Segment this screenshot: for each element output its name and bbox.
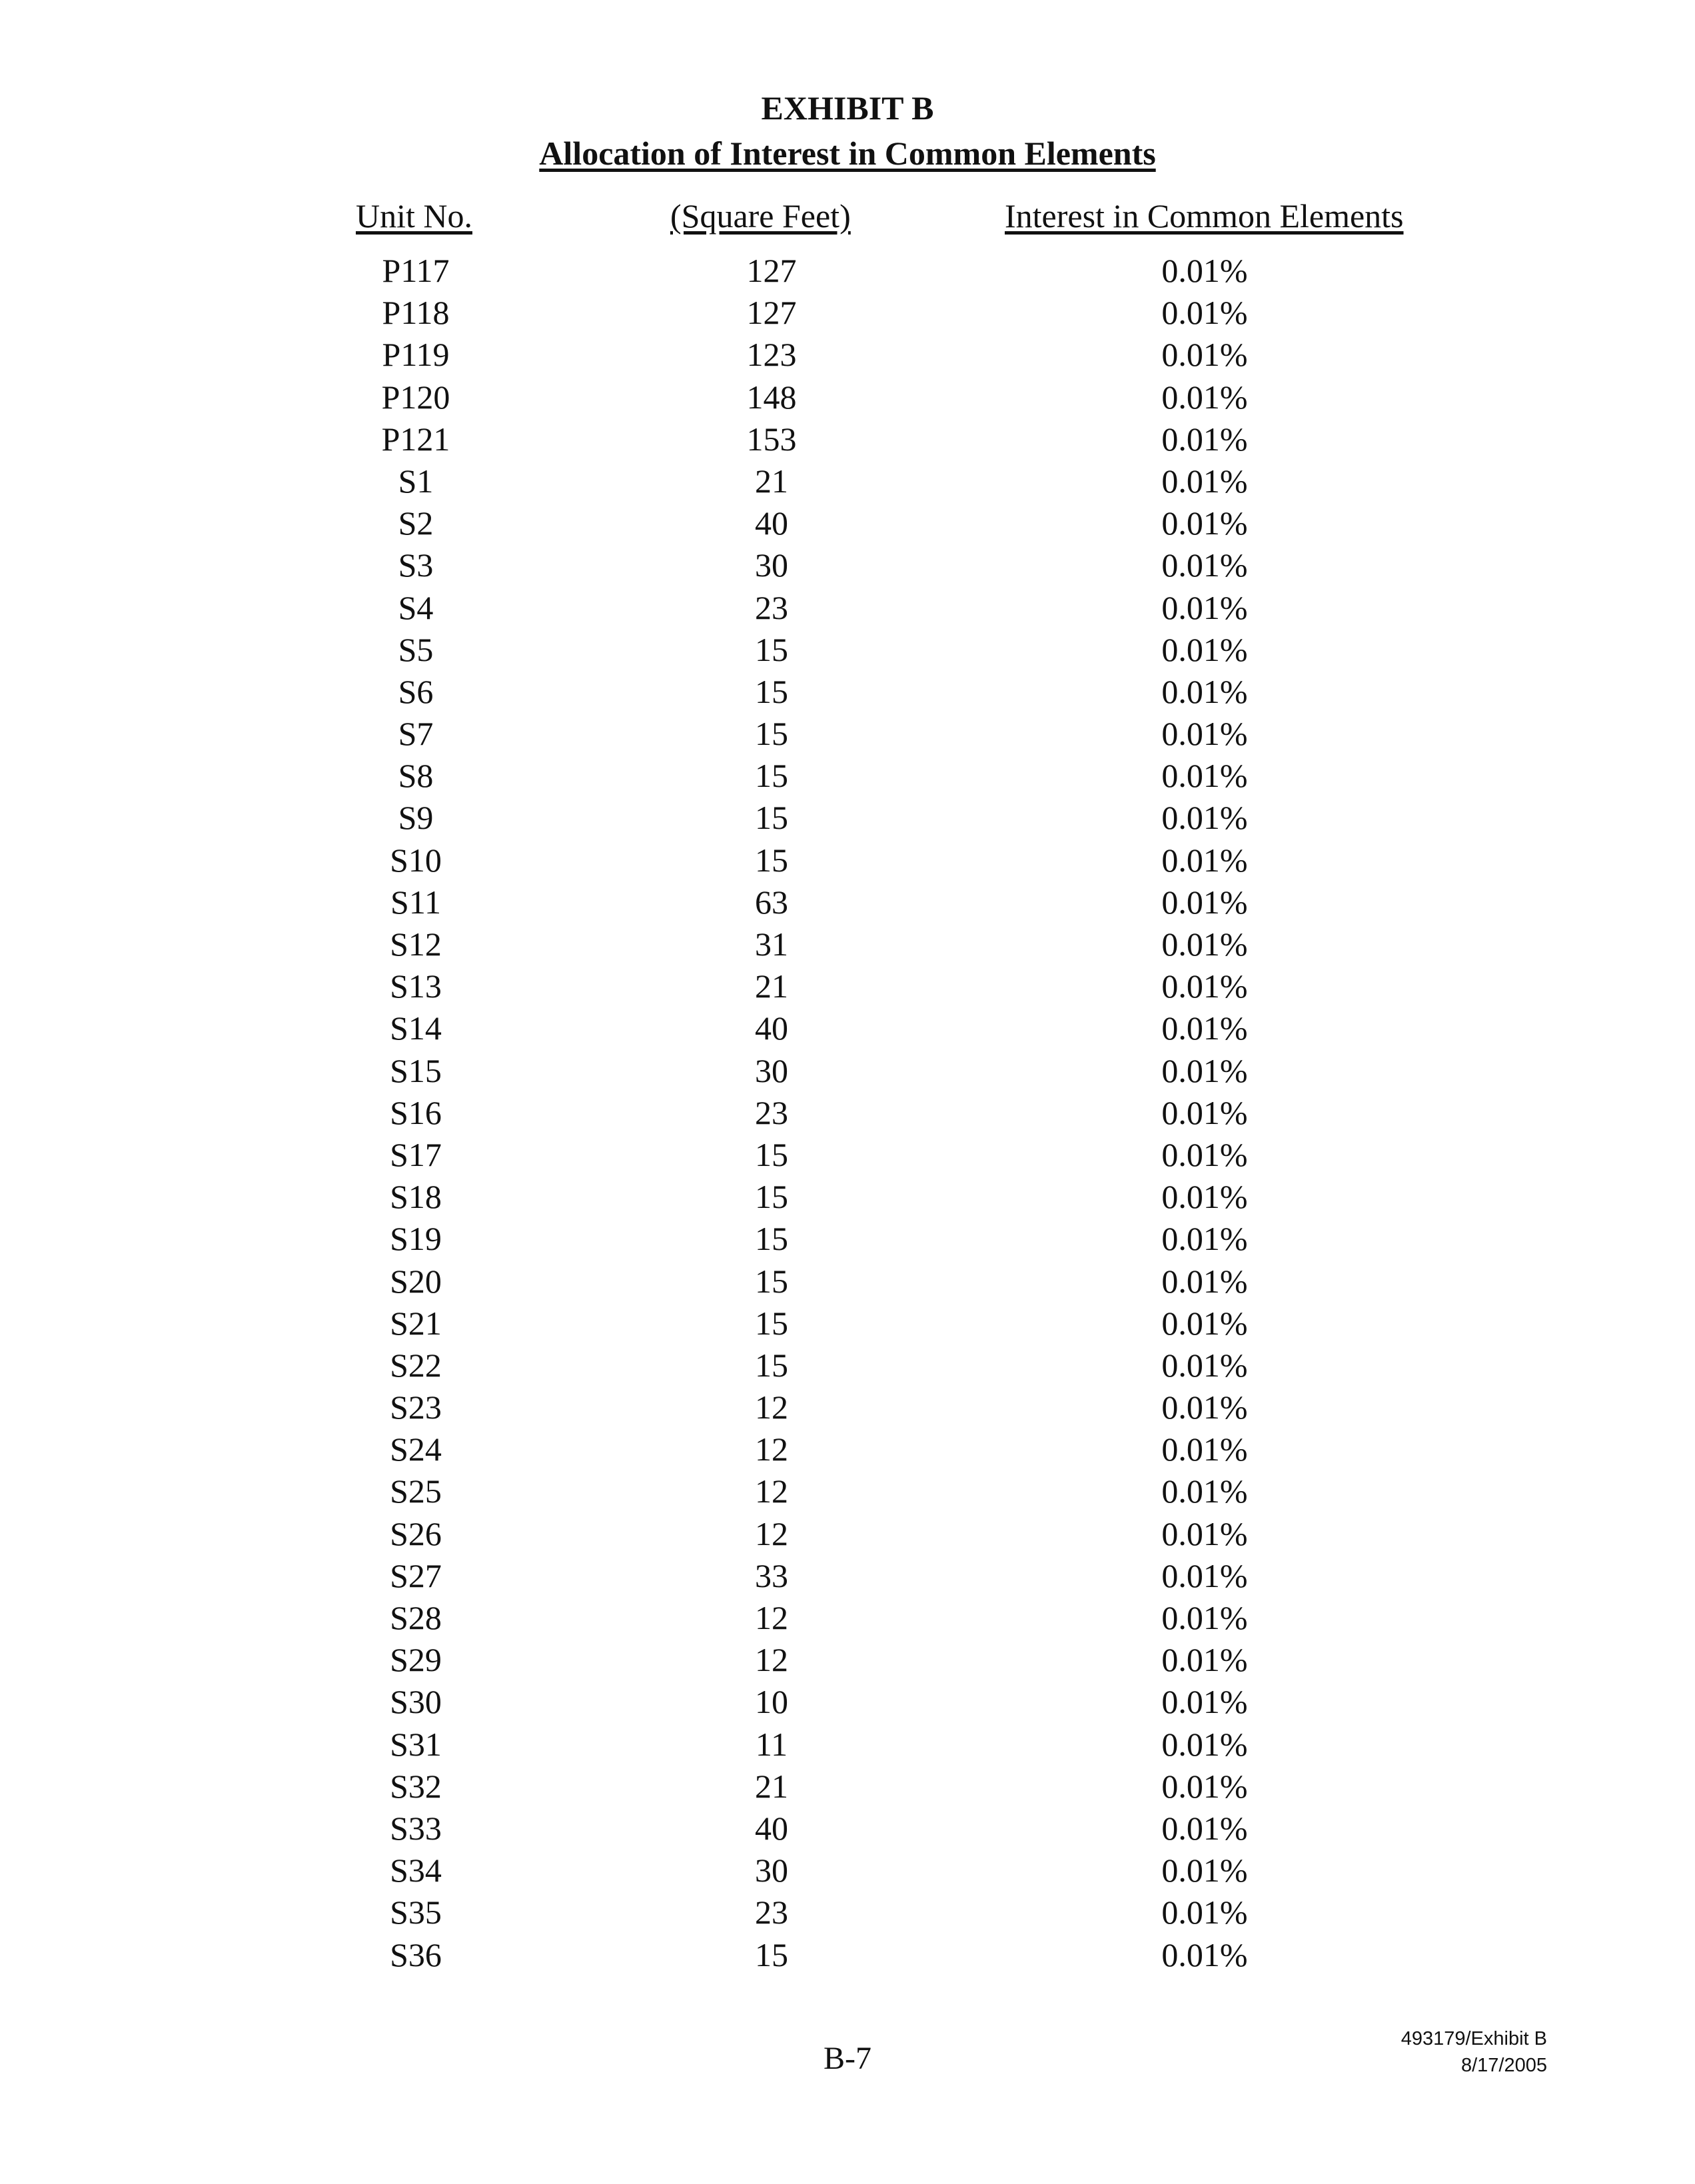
square-feet-cell: 15 — [755, 757, 788, 795]
table-row — [0, 839, 1695, 881]
interest-cell: 0.01% — [1161, 1304, 1248, 1342]
table-row — [0, 1724, 1695, 1766]
unit-cell: S20 — [390, 1262, 442, 1300]
square-feet-cell: 40 — [755, 1009, 788, 1047]
interest-cell: 0.01% — [1161, 1346, 1248, 1384]
unit-cell: S13 — [390, 967, 442, 1005]
square-feet-cell: 15 — [755, 799, 788, 837]
table-row — [0, 1808, 1695, 1850]
interest-cell: 0.01% — [1161, 1430, 1248, 1468]
exhibit-subtitle-text: Allocation of Interest in Common Elements — [539, 135, 1156, 172]
square-feet-cell: 11 — [755, 1725, 788, 1763]
table-row — [0, 587, 1695, 629]
unit-cell: P120 — [381, 378, 450, 416]
unit-cell: S32 — [390, 1767, 442, 1805]
table-row — [0, 629, 1695, 671]
interest-cell: 0.01% — [1161, 1178, 1248, 1216]
table-row — [0, 881, 1695, 923]
interest-cell: 0.01% — [1161, 799, 1248, 837]
exhibit-subtitle — [0, 132, 1695, 175]
interest-cell: 0.01% — [1161, 1641, 1248, 1679]
table-row — [0, 965, 1695, 1007]
interest-cell: 0.01% — [1161, 1051, 1248, 1089]
interest-cell: 0.01% — [1161, 462, 1248, 500]
unit-cell: S29 — [390, 1641, 442, 1679]
square-feet-cell: 31 — [755, 925, 788, 963]
square-feet-cell: 63 — [755, 883, 788, 921]
table-row — [0, 923, 1695, 965]
unit-cell: S4 — [398, 588, 434, 626]
unit-cell: S11 — [390, 883, 441, 921]
unit-cell: S33 — [390, 1809, 442, 1847]
table-row — [0, 1218, 1695, 1260]
unit-cell: P118 — [382, 294, 450, 332]
allocation-table-body — [0, 250, 1695, 1976]
unit-cell: S10 — [390, 841, 442, 879]
unit-cell: S15 — [390, 1051, 442, 1089]
unit-cell: S6 — [398, 672, 434, 710]
table-row — [0, 1428, 1695, 1470]
square-feet-cell: 153 — [746, 420, 797, 458]
square-feet-cell: 148 — [746, 378, 797, 416]
table-row — [0, 713, 1695, 755]
unit-cell: S30 — [390, 1683, 442, 1721]
square-feet-cell: 30 — [755, 1852, 788, 1890]
table-row — [0, 671, 1695, 713]
table-row — [0, 418, 1695, 460]
table-row — [0, 1092, 1695, 1134]
table-row — [0, 1681, 1695, 1723]
unit-cell: P117 — [382, 252, 450, 289]
unit-cell: S14 — [390, 1009, 442, 1047]
table-row — [0, 1050, 1695, 1092]
square-feet-cell: 12 — [755, 1514, 788, 1552]
square-feet-cell: 127 — [746, 294, 797, 332]
square-feet-cell: 15 — [755, 1135, 788, 1173]
table-row — [0, 1597, 1695, 1639]
interest-cell: 0.01% — [1161, 1135, 1248, 1173]
table-row — [0, 1176, 1695, 1218]
square-feet-cell: 15 — [755, 1346, 788, 1384]
table-row — [0, 1386, 1695, 1428]
square-feet-cell: 15 — [755, 672, 788, 710]
unit-cell: S12 — [390, 925, 442, 963]
interest-cell: 0.01% — [1161, 252, 1248, 289]
square-feet-cell: 10 — [755, 1683, 788, 1721]
interest-cell: 0.01% — [1161, 546, 1248, 584]
square-feet-cell: 15 — [755, 1304, 788, 1342]
square-feet-cell: 40 — [755, 504, 788, 542]
square-feet-cell: 21 — [755, 967, 788, 1005]
column-header-unit: Unit No. — [356, 197, 472, 235]
unit-cell: S16 — [390, 1093, 442, 1131]
unit-cell: S22 — [390, 1346, 442, 1384]
interest-cell: 0.01% — [1161, 504, 1248, 542]
interest-cell: 0.01% — [1161, 630, 1248, 668]
table-row — [0, 1134, 1695, 1176]
interest-cell: 0.01% — [1161, 1514, 1248, 1552]
unit-cell: S31 — [390, 1725, 442, 1763]
table-row — [0, 1303, 1695, 1345]
interest-cell: 0.01% — [1161, 841, 1248, 879]
interest-cell: 0.01% — [1161, 1894, 1248, 1931]
unit-cell: S26 — [390, 1514, 442, 1552]
interest-cell: 0.01% — [1161, 715, 1248, 753]
table-row — [0, 250, 1695, 292]
square-feet-cell: 23 — [755, 1093, 788, 1131]
square-feet-cell: 12 — [755, 1388, 788, 1426]
table-row — [0, 334, 1695, 376]
exhibit-title: EXHIBIT B — [761, 89, 934, 127]
unit-cell: S24 — [390, 1430, 442, 1468]
interest-cell: 0.01% — [1161, 757, 1248, 795]
interest-cell: 0.01% — [1161, 1809, 1248, 1847]
unit-cell: S27 — [390, 1556, 442, 1594]
square-feet-cell: 33 — [755, 1556, 788, 1594]
square-feet-cell: 23 — [755, 1894, 788, 1931]
table-row — [0, 1470, 1695, 1512]
unit-cell: P119 — [382, 336, 450, 374]
table-row — [0, 1261, 1695, 1303]
square-feet-cell: 30 — [755, 546, 788, 584]
square-feet-cell: 123 — [746, 336, 797, 374]
square-feet-cell: 30 — [755, 1051, 788, 1089]
interest-cell: 0.01% — [1161, 420, 1248, 458]
interest-cell: 0.01% — [1161, 967, 1248, 1005]
square-feet-cell: 15 — [755, 630, 788, 668]
square-feet-cell: 21 — [755, 462, 788, 500]
unit-cell: S7 — [398, 715, 434, 753]
interest-cell: 0.01% — [1161, 1220, 1248, 1258]
square-feet-cell: 12 — [755, 1472, 788, 1510]
unit-cell: S8 — [398, 757, 434, 795]
column-header-square-feet: (Square Feet) — [670, 197, 851, 235]
square-feet-cell: 15 — [755, 1262, 788, 1300]
unit-cell: S3 — [398, 546, 434, 584]
table-row — [0, 460, 1695, 502]
square-feet-cell: 21 — [755, 1767, 788, 1805]
table-row — [0, 1892, 1695, 1933]
square-feet-cell: 15 — [755, 1935, 788, 1973]
table-row — [0, 755, 1695, 797]
unit-cell: S34 — [390, 1852, 442, 1890]
unit-cell: S18 — [390, 1178, 442, 1216]
interest-cell: 0.01% — [1161, 1852, 1248, 1890]
table-row — [0, 1007, 1695, 1049]
unit-cell: S21 — [390, 1304, 442, 1342]
unit-cell: S28 — [390, 1599, 442, 1636]
square-feet-cell: 15 — [755, 1220, 788, 1258]
square-feet-cell: 40 — [755, 1809, 788, 1847]
table-row — [0, 1639, 1695, 1681]
interest-cell: 0.01% — [1161, 1388, 1248, 1426]
interest-cell: 0.01% — [1161, 1472, 1248, 1510]
interest-cell: 0.01% — [1161, 1767, 1248, 1805]
table-row — [0, 1345, 1695, 1386]
interest-cell: 0.01% — [1161, 672, 1248, 710]
interest-cell: 0.01% — [1161, 1935, 1248, 1973]
interest-cell: 0.01% — [1161, 336, 1248, 374]
unit-cell: P121 — [381, 420, 450, 458]
table-row — [0, 376, 1695, 418]
unit-cell: S1 — [398, 462, 434, 500]
square-feet-cell: 127 — [746, 252, 797, 289]
interest-cell: 0.01% — [1161, 883, 1248, 921]
interest-cell: 0.01% — [1161, 1683, 1248, 1721]
document-date: 8/17/2005 — [1460, 2055, 1547, 2076]
unit-cell: S23 — [390, 1388, 442, 1426]
interest-cell: 0.01% — [1161, 1009, 1248, 1047]
unit-cell: S2 — [398, 504, 434, 542]
square-feet-cell: 15 — [755, 841, 788, 879]
table-row — [0, 1850, 1695, 1892]
table-row — [0, 292, 1695, 334]
square-feet-cell: 15 — [755, 715, 788, 753]
unit-cell: S35 — [390, 1894, 442, 1931]
interest-cell: 0.01% — [1161, 1556, 1248, 1594]
document-reference — [1401, 2025, 1547, 2079]
square-feet-cell: 12 — [755, 1641, 788, 1679]
table-row — [0, 1934, 1695, 1976]
unit-cell: S19 — [390, 1220, 442, 1258]
table-row — [0, 544, 1695, 586]
table-row — [0, 502, 1695, 544]
table-row — [0, 1513, 1695, 1555]
square-feet-cell: 15 — [755, 1178, 788, 1216]
unit-cell: S17 — [390, 1135, 442, 1173]
table-row — [0, 1555, 1695, 1597]
unit-cell: S36 — [390, 1935, 442, 1973]
table-row — [0, 1766, 1695, 1808]
square-feet-cell: 12 — [755, 1599, 788, 1636]
table-row — [0, 797, 1695, 839]
interest-cell: 0.01% — [1161, 378, 1248, 416]
interest-cell: 0.01% — [1161, 1262, 1248, 1300]
square-feet-cell: 23 — [755, 588, 788, 626]
interest-cell: 0.01% — [1161, 1725, 1248, 1763]
interest-cell: 0.01% — [1161, 925, 1248, 963]
unit-cell: S5 — [398, 630, 434, 668]
column-header-interest: Interest in Common Elements — [1005, 197, 1404, 235]
document-reference-id: 493179/Exhibit B — [1401, 2028, 1547, 2049]
interest-cell: 0.01% — [1161, 294, 1248, 332]
interest-cell: 0.01% — [1161, 1599, 1248, 1636]
interest-cell: 0.01% — [1161, 1093, 1248, 1131]
square-feet-cell: 12 — [755, 1430, 788, 1468]
interest-cell: 0.01% — [1161, 588, 1248, 626]
unit-cell: S25 — [390, 1472, 442, 1510]
page-number: B-7 — [824, 2041, 871, 2076]
unit-cell: S9 — [398, 799, 434, 837]
